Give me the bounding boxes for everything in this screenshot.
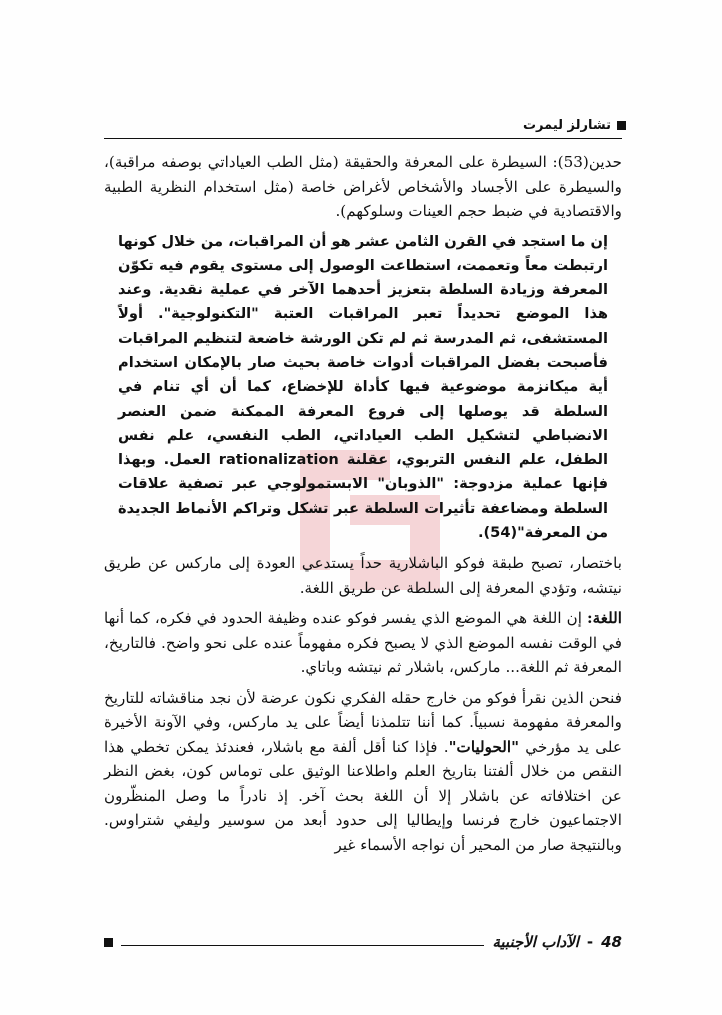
paragraph-4-part-b: . فإذا كنا أقل ألفة مع باشلار، فعندئذ يمكن تخطي هذا النقص من خلال ألفتنا بتاريخ العلم واطلاعنا الوثيق على توماس كون، بغض النظر عن اختلافاته عن باشلار إلا أن اللغة بحث آخر. إذ نادراً ما وصل المنظّرون الاجتماعيون خارج فرنسا وإيطاليا إلى حدود أبعد من سوسير وليفي شتراوس. وبالنتيجة صار من المحير أن نواجه الأسماء غير	[104, 737, 622, 854]
page-number: 48	[601, 933, 622, 951]
running-header	[523, 118, 626, 133]
section-label-language: اللغة:	[587, 609, 622, 628]
header-author: تشارلز ليمرت	[522, 118, 611, 133]
paragraph-2: باختصار، تصبح طبقة فوكو الباشلارية حداً يستدعي العودة إلى ماركس عن طريق نيتشه، وتؤدي المعرفة إلى السلطة عن طريق اللغة.	[104, 554, 622, 597]
footer-dash: -	[586, 933, 594, 951]
header-rule	[104, 138, 622, 139]
paragraph-3	[104, 606, 622, 680]
paragraph-4-part-a: فنحن الذين نقرأ فوكو من خارج حقله الفكري نكون عرضة لأن نجد مناقشاته للتاريخ والمعرفة مفهومة نسبياً. كما أننا تتلمذنا أيضاً على يد ماركس، وفي الآونة الأخيرة على يد مؤرخي	[104, 688, 623, 756]
paragraph-3-text: إن اللغة هي الموضع الذي يفسر فوكو عنده وظيفة الحدود في فكره، كما أنها في الوقت نفسه الموضع الذي لا يصبح فكره مفهوماً عنده على نحو واضح. فالتاريخ، المعرفة ثم اللغة... ماركس، باشلار ثم نيتشه وباتاي.	[104, 609, 622, 677]
paragraph-1: حدين(53): السيطرة على المعرفة والحقيقة (مثل الطب العياداتي بوصفه مراقبة)، والسيطرة على الأجساد والأشخاص لأغراض خاصة (مثل استخدام النظرية الطبية والاقتصادية في ضبط حجم العينات وسلوكهم).	[104, 153, 622, 220]
paragraph-4	[104, 686, 622, 858]
header-square-icon	[617, 121, 626, 130]
body-text	[104, 150, 622, 857]
paragraph-4-bold: "الحوليات"	[448, 737, 520, 756]
footer-rule	[121, 945, 484, 946]
footer-square-icon	[104, 938, 113, 947]
page-footer	[104, 932, 622, 952]
journal-name: الآداب الأجنبية	[492, 933, 579, 951]
block-quote: إن ما استجد في القرن الثامن عشر هو أن المراقبات، من خلال كونها ارتبطت معاً وتعممت، استطاعت الوصول إلى مستوى يقوم فيه تكوّن المعرفة وزيادة السلطة بتعزيز أحدهما الآخر في عملية نقدية. وعند هذا الموضع تحديداً تعبر المراقبات العتبة "التكنولوجية". أولاً المستشفى، ثم المدرسة ثم لم تكن الورشة خاضعة لتنظيم المراقبات فأصبحت بفضل المراقبات أدوات خاصة بحيث صار بالإمكان استخدام أية ميكانزمة موضوعية فيها كأداة للإخضاع، كما أن أي تنام في السلطة قد يوصلها إلى فروع المعرفة الممكنة ضمن العنصر الانضباطي لتشكيل الطب العياداتي، الطب النفسي، علم نفس الطفل، علم النفس التربوي، عقلنة rationalization العمل. وبهذا فإنها عملية مزدوجة: "الذوبان" الابستمولوجي عبر تصفية علاقات السلطة ومضاعفة تأثيرات السلطة عبر تشكل وتراكم الأنماط الجديدة من المعرفة"(54).	[118, 232, 608, 542]
